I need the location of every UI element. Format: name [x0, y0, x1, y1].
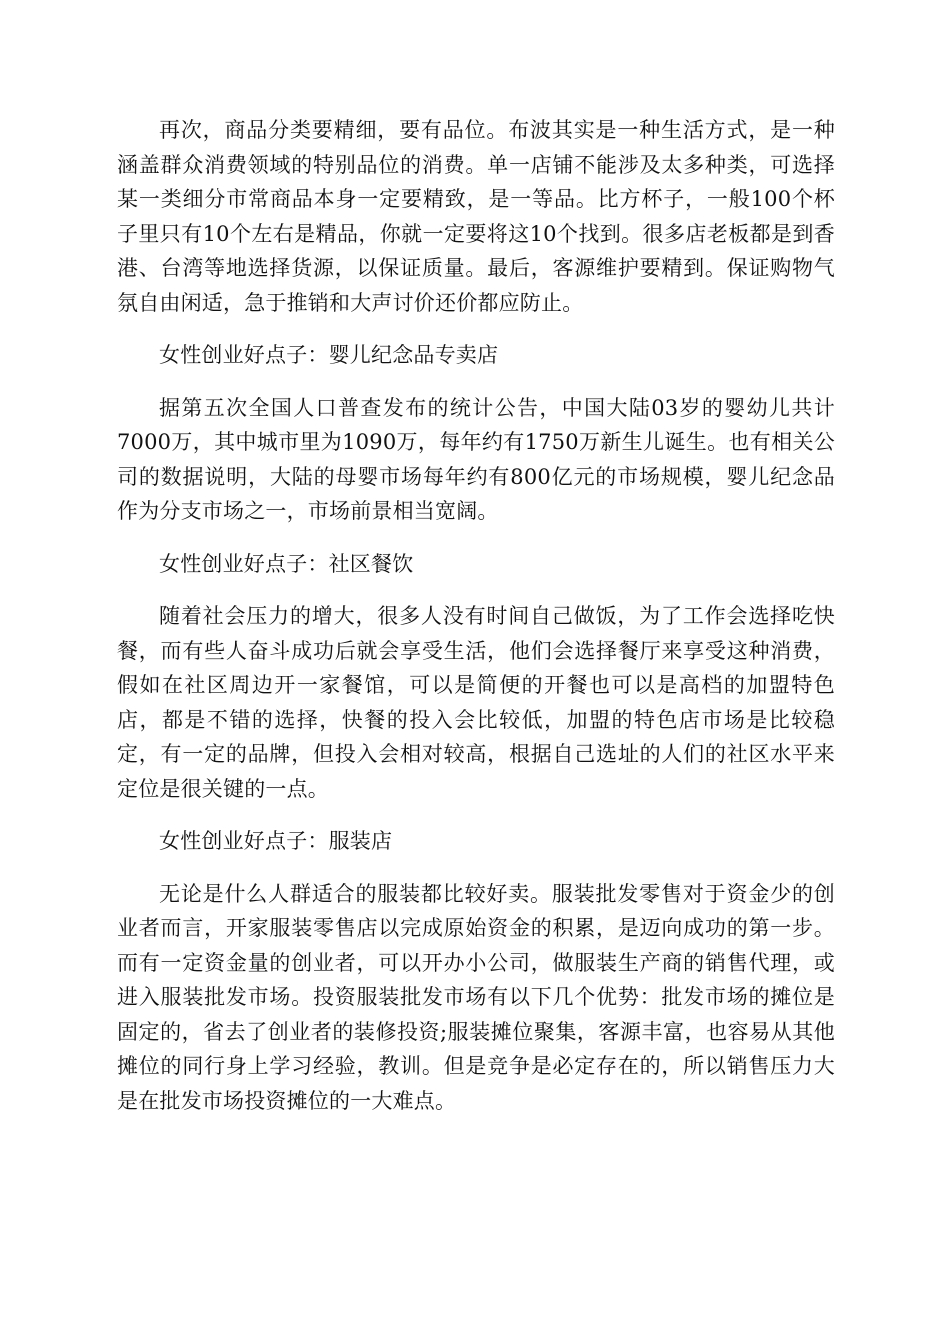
- paragraph-baby-market: 据第五次全国人口普查发布的统计公告，中国大陆03岁的婴幼儿共计7000万，其中城市里为1090万，每年约有1750万新生儿诞生。也有相关公司的数据说明，大陆的母婴市场每年约有800亿元的市场规模，婴儿纪念品作为分支市场之一，市场前景相当宽阔。: [117, 395, 835, 523]
- document-page: [117, 113, 835, 1118]
- paragraph-community-dining: 随着社会压力的增大，很多人没有时间自己做饭，为了工作会选择吃快餐，而有些人奋斗成功后就会享受生活，他们会选择餐厅来享受这种消费，假如在社区周边开一家餐馆，可以是简便的开餐也可以是高档的加盟特色店，都是不错的选择，快餐的投入会比较低，加盟的特色店市场是比较稳定，有一定的品牌，但投入会相对较高，根据自己选址的人们的社区水平来定位是很关键的一点。: [117, 604, 835, 801]
- heading-community-dining: 女性创业好点子：社区餐饮: [159, 551, 414, 576]
- heading-baby-souvenir-store: 女性创业好点子：婴儿纪念品专卖店: [159, 343, 499, 367]
- paragraph-product-classification: 再次，商品分类要精细，要有品位。布波其实是一种生活方式，是一种涵盖群众消费领域的特别品位的消费。单一店铺不能涉及太多种类，可选择某一类细分市常商品本身一定要精致，是一等品。比方杯子，一般100个杯子里只有10个左右是精品，你就一定要将这10个找到。很多店老板都是到香港、台湾等地选择货源，以保证质量。最后，客源维护要精到。保证购物气氛自由闲适，急于推销和大声讨价还价都应防止。: [117, 118, 835, 315]
- heading-clothing-store: 女性创业好点子：服装店: [159, 829, 393, 853]
- paragraph-clothing-store: 无论是什么人群适合的服装都比较好卖。服装批发零售对于资金少的创业者而言，开家服装零售店以完成原始资金的积累，是迈向成功的第一步。而有一定资金量的创业者，可以开办小公司，做服装生产商的销售代理，或进入服装批发市场。投资服装批发市场有以下几个优势：批发市场的摊位是固定的，省去了创业者的装修投资;服装摊位聚集，客源丰富，也容易从其他摊位的同行身上学习经验，教训。但是竞争是必定存在的，所以销售压力大是在批发市场投资摊位的一大难点。: [117, 881, 835, 1113]
